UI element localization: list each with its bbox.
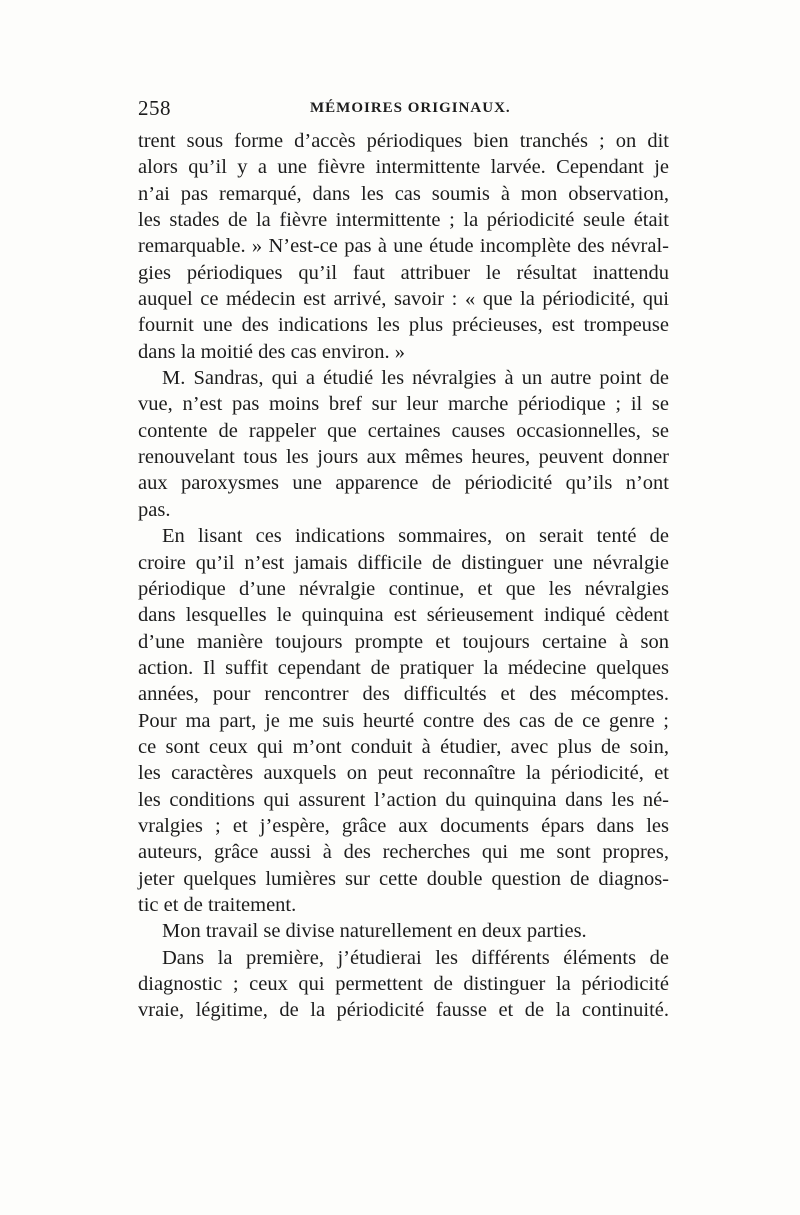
text-line: fournit une des indications les plus précieuses, est trompeuse — [138, 314, 669, 337]
text-line: d’une manière toujours prompte et toujours certaine à son — [138, 630, 669, 653]
text-line: tic et de traitement. — [138, 893, 297, 916]
text-line: auquel ce médecin est arrivé, savoir : « que la périodicité, qui — [138, 288, 669, 311]
running-title: MÉMOIRES ORIGINAUX. — [310, 100, 511, 116]
page-header — [138, 96, 668, 126]
text-line: action. Il suffit cependant de pratiquer la médecine quelques — [138, 656, 669, 679]
text-line: auteurs, grâce aussi à des recherches qui me sont propres, — [138, 841, 669, 864]
text-line: pas. — [138, 498, 171, 521]
text-line: périodique d’une névralgie continue, et que les névralgies — [138, 577, 669, 600]
text-line: dans la moitié des cas environ. » — [138, 340, 406, 363]
text-line: Dans la première, j’étudierai les différents éléments de — [162, 946, 669, 969]
text-line: M. Sandras, qui a étudié les névralgies à un autre point de — [162, 367, 669, 390]
text-line: vue, n’est pas moins bref sur leur marche périodique ; il se — [138, 393, 669, 416]
text-line: Pour ma part, je me suis heurté contre des cas de ce genre ; — [138, 709, 669, 732]
text-line: croire qu’il n’est jamais difficile de distinguer une névralgie — [138, 551, 669, 574]
page-number: 258 — [138, 96, 171, 120]
text-line: alors qu’il y a une fièvre intermittente larvée. Cependant je — [138, 156, 669, 179]
text-line: ce sont ceux qui m’ont conduit à étudier, avec plus de soin, — [138, 735, 669, 758]
text-line: gies périodiques qu’il faut attribuer le résultat inattendu — [138, 261, 669, 284]
text-line: contente de rappeler que certaines causes occasionnelles, se — [138, 419, 669, 442]
text-line: remarquable. » N’est-ce pas à une étude incomplète des névral- — [138, 235, 669, 258]
text-line: n’ai pas remarqué, dans les cas soumis à mon observation, — [138, 182, 669, 205]
text-line: diagnostic ; ceux qui permettent de distinguer la périodicité — [138, 973, 669, 995]
text-line: aux paroxysmes une apparence de périodicité qu’ils n’ont — [138, 472, 669, 495]
text-line: les conditions qui assurent l’action du quinquina dans les né- — [138, 788, 669, 811]
text-line: vraie, légitime, de la périodicité fausse et de la continuité. — [138, 999, 669, 1022]
body-text — [138, 128, 669, 1024]
text-line: les caractères auxquels on peut reconnaître la périodicité, et — [138, 762, 669, 785]
text-line: En lisant ces indications sommaires, on serait tenté de — [162, 525, 669, 548]
text-line: années, pour rencontrer des difficultés et des mécomptes. — [138, 683, 669, 706]
text-line: vralgies ; et j’espère, grâce aux documents épars dans les — [138, 814, 669, 837]
text-line: dans lesquelles le quinquina est sérieusement indiqué cèdent — [138, 604, 669, 627]
text-line: Mon travail se divise naturellement en deux parties. — [162, 920, 587, 943]
text-line: les stades de la fièvre intermittente ; la périodicité seule était — [138, 209, 669, 232]
text-line: renouvelant tous les jours aux mêmes heures, peuvent donner — [138, 446, 669, 469]
text-line: trent sous forme d’accès périodiques bien tranchés ; on dit — [138, 130, 669, 152]
text-line: jeter quelques lumières sur cette double question de diagnos- — [138, 867, 669, 890]
